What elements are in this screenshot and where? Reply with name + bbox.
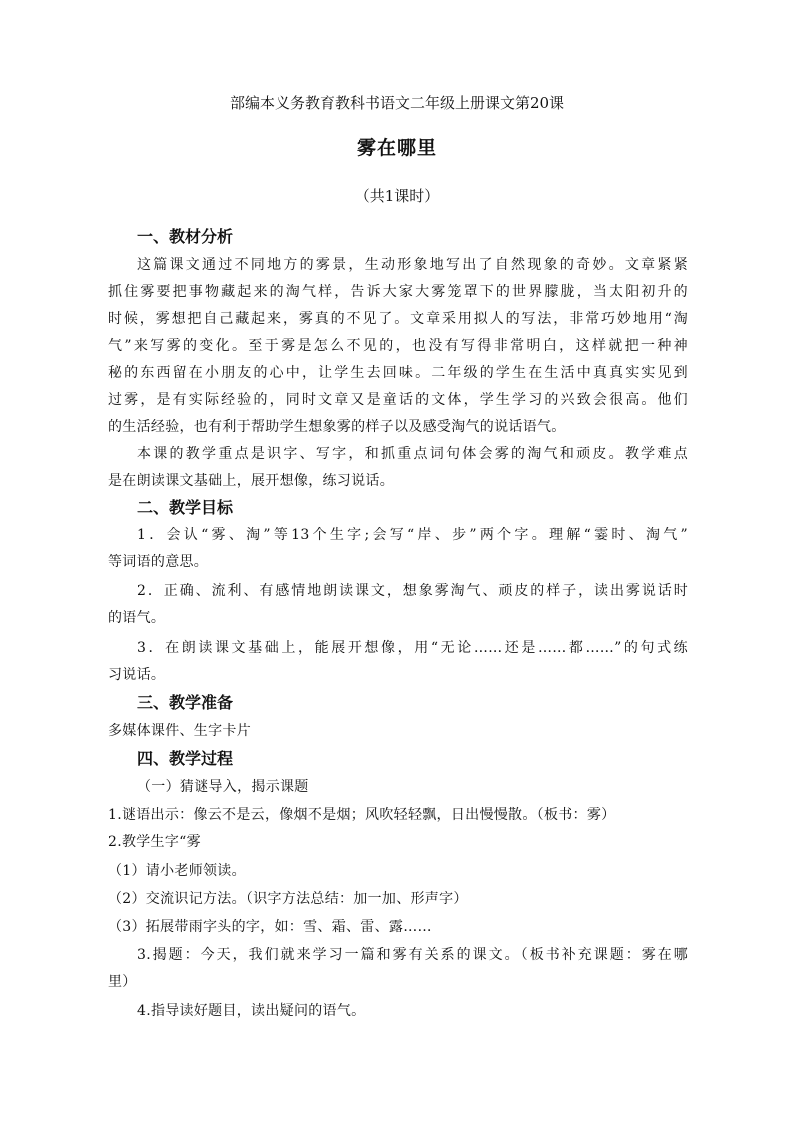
paragraph-line: 气”来写雾的变化。至于雾是怎么不见的，也没有写得非常明白，这样就把一种神 <box>108 338 688 354</box>
paragraph-line: 是在朗读课文基础上，展开想像，练习说话。 <box>108 473 394 489</box>
objective-line: 3．在朗读课文基础上，能展开想像，用“无论……还是……都……”的句式练 <box>137 640 688 656</box>
preparation-line: 多媒体课件、生字卡片 <box>108 723 251 739</box>
paragraph-line: 过雾，是有实际经验的，同时文章又是童话的文体，学生学习的兴致会很高。他们 <box>108 392 688 408</box>
paragraph-line: 的生活经验，也有利于帮助学生想象雾的样子以及感受淘气的说话语气。 <box>108 419 566 435</box>
document-title: 雾在哪里 <box>356 137 437 159</box>
paragraph-line: 时候，雾想把自己藏起来，雾真的不见了。文章采用拟人的写法，非常巧妙地用“淘 <box>108 311 688 327</box>
section-heading-preparation: 三、教学准备 <box>137 693 234 712</box>
process-line: 里） <box>108 974 137 990</box>
objective-line: 等词语的意思。 <box>108 554 209 570</box>
process-line: （1）请小老师领读。 <box>108 863 246 879</box>
section-heading-objectives: 二、教学目标 <box>137 498 234 517</box>
process-line: （2）交流识记方法。（识字方法总结：加一加、形声字） <box>108 891 468 907</box>
class-period: （共1课时） <box>354 187 440 205</box>
section-heading-analysis: 一、教材分析 <box>137 227 234 246</box>
objective-line: 2．正确、流利、有感情地朗读课文，想象雾淘气、顽皮的样子，读出雾说话时 <box>137 583 688 599</box>
objective-line: 1．会认“雾、淘”等13个生字;会写“岸、步”两个字。理解“霎时、淘气” <box>137 527 688 543</box>
process-line: 2.教学生字“雾 <box>108 834 201 850</box>
process-line: 4.指导读好题目，读出疑问的语气。 <box>137 1003 366 1019</box>
process-line: 1.谜语出示：像云不是云，像烟不是烟；风吹轻轻飘，日出慢慢散。（板书：雾） <box>108 807 616 823</box>
objective-line: 的语气。 <box>108 610 166 626</box>
process-line: （一）猜谜导入，揭示课题 <box>137 779 309 795</box>
document-subtitle: 部编本义务教育教科书语文二年级上册课文第20课 <box>229 94 565 112</box>
paragraph-line: 秘的东西留在小朋友的心中，让学生去回味。二年级的学生在生活中真真实实见到 <box>108 365 688 381</box>
process-line: （3）拓展带雨字头的字，如：雪、霜、雷、露…… <box>108 919 432 935</box>
section-heading-process: 四、教学过程 <box>137 749 234 768</box>
paragraph-line: 这篇课文通过不同地方的雾景，生动形象地写出了自然现象的奇妙。文章紧紧 <box>137 257 688 273</box>
paragraph-line: 抓住雾要把事物藏起来的淘气样，告诉大家大雾笼罩下的世界朦胧，当太阳初升的 <box>108 284 688 300</box>
process-line: 3.揭题：今天，我们就来学习一篇和雾有关系的课文。（板书补充课题：雾在哪 <box>137 947 688 963</box>
paragraph-line: 本课的教学重点是识字、写字，和抓重点词句体会雾的淘气和顽皮。教学难点 <box>137 446 688 462</box>
objective-line: 习说话。 <box>108 667 166 683</box>
